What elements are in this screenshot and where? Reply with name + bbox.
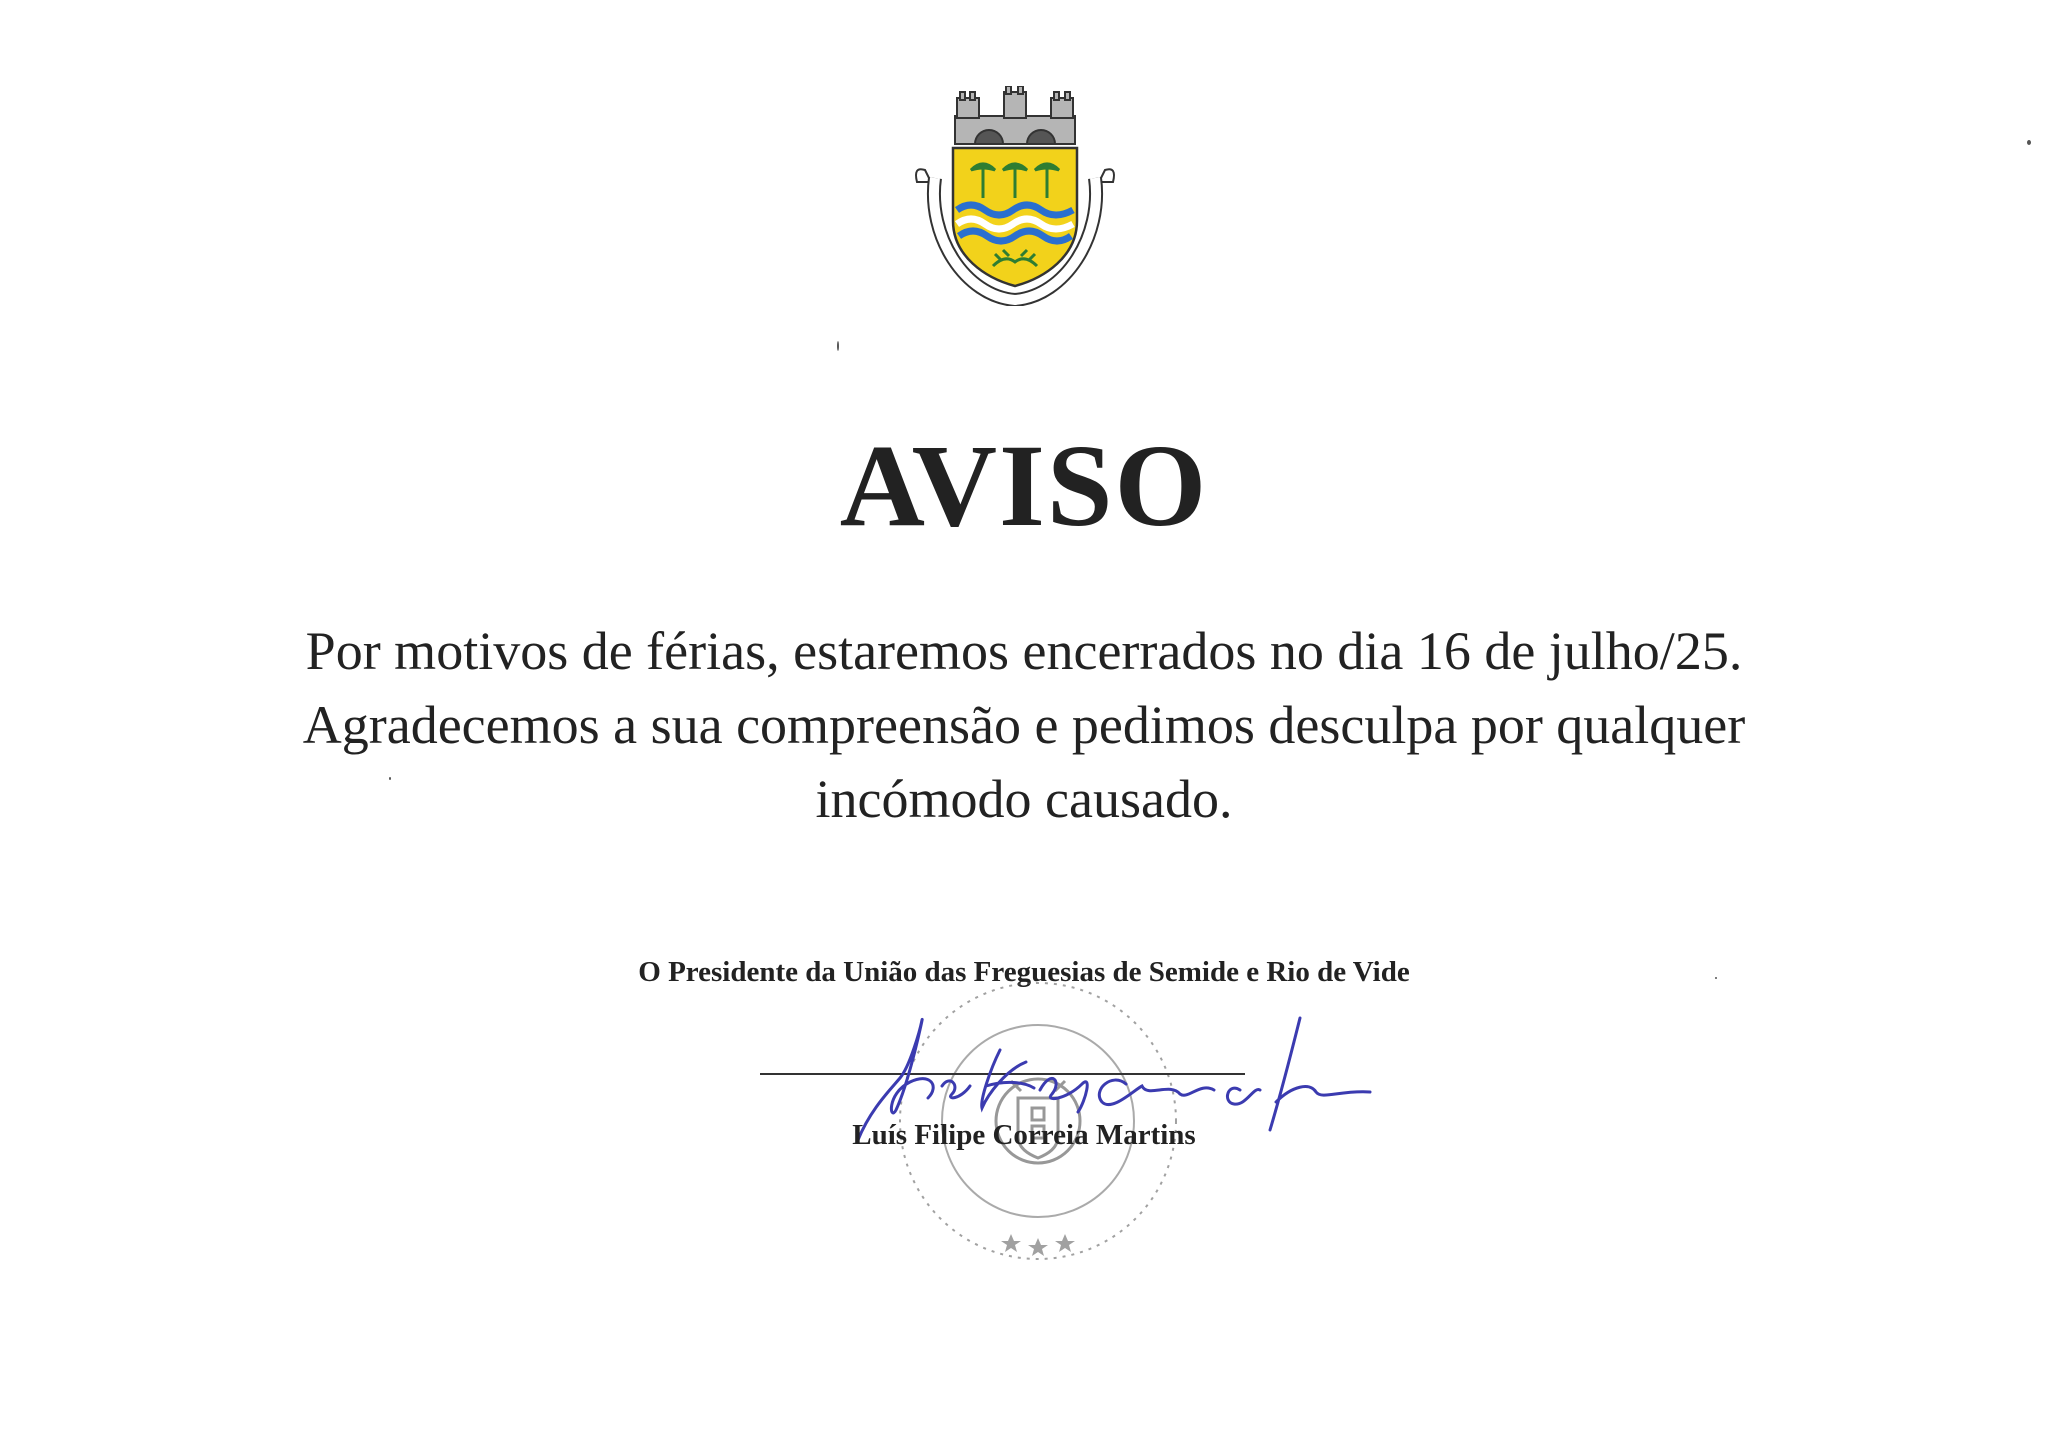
- notice-line: Agradecemos a sua compreensão e pedimos desculpa por qualquer: [302, 695, 1746, 755]
- signatory-role: O Presidente da União das Freguesias de Semide e Rio de Vide: [638, 956, 1410, 988]
- star-icon: [1001, 1234, 1075, 1256]
- scan-speck: [1715, 977, 1717, 979]
- mural-crown-icon: [955, 86, 1075, 144]
- coat-of-arms-emblem: [905, 86, 1125, 306]
- signature-block: [0, 950, 2048, 1290]
- scan-speck: [837, 341, 839, 351]
- notice-line: incómodo causado.: [815, 769, 1233, 829]
- scan-speck: [389, 777, 391, 780]
- shield-icon: [953, 148, 1077, 286]
- scan-speck: [2027, 140, 2031, 145]
- notice-title: AVISO: [839, 420, 1209, 551]
- signatory-name: Luís Filipe Correia Martins: [852, 1119, 1196, 1151]
- notice-line: Por motivos de férias, estaremos encerrados no dia 16 de julho/25.: [305, 621, 1743, 681]
- palm-tree-icon: [971, 164, 1059, 198]
- notice-body: [180, 614, 1868, 836]
